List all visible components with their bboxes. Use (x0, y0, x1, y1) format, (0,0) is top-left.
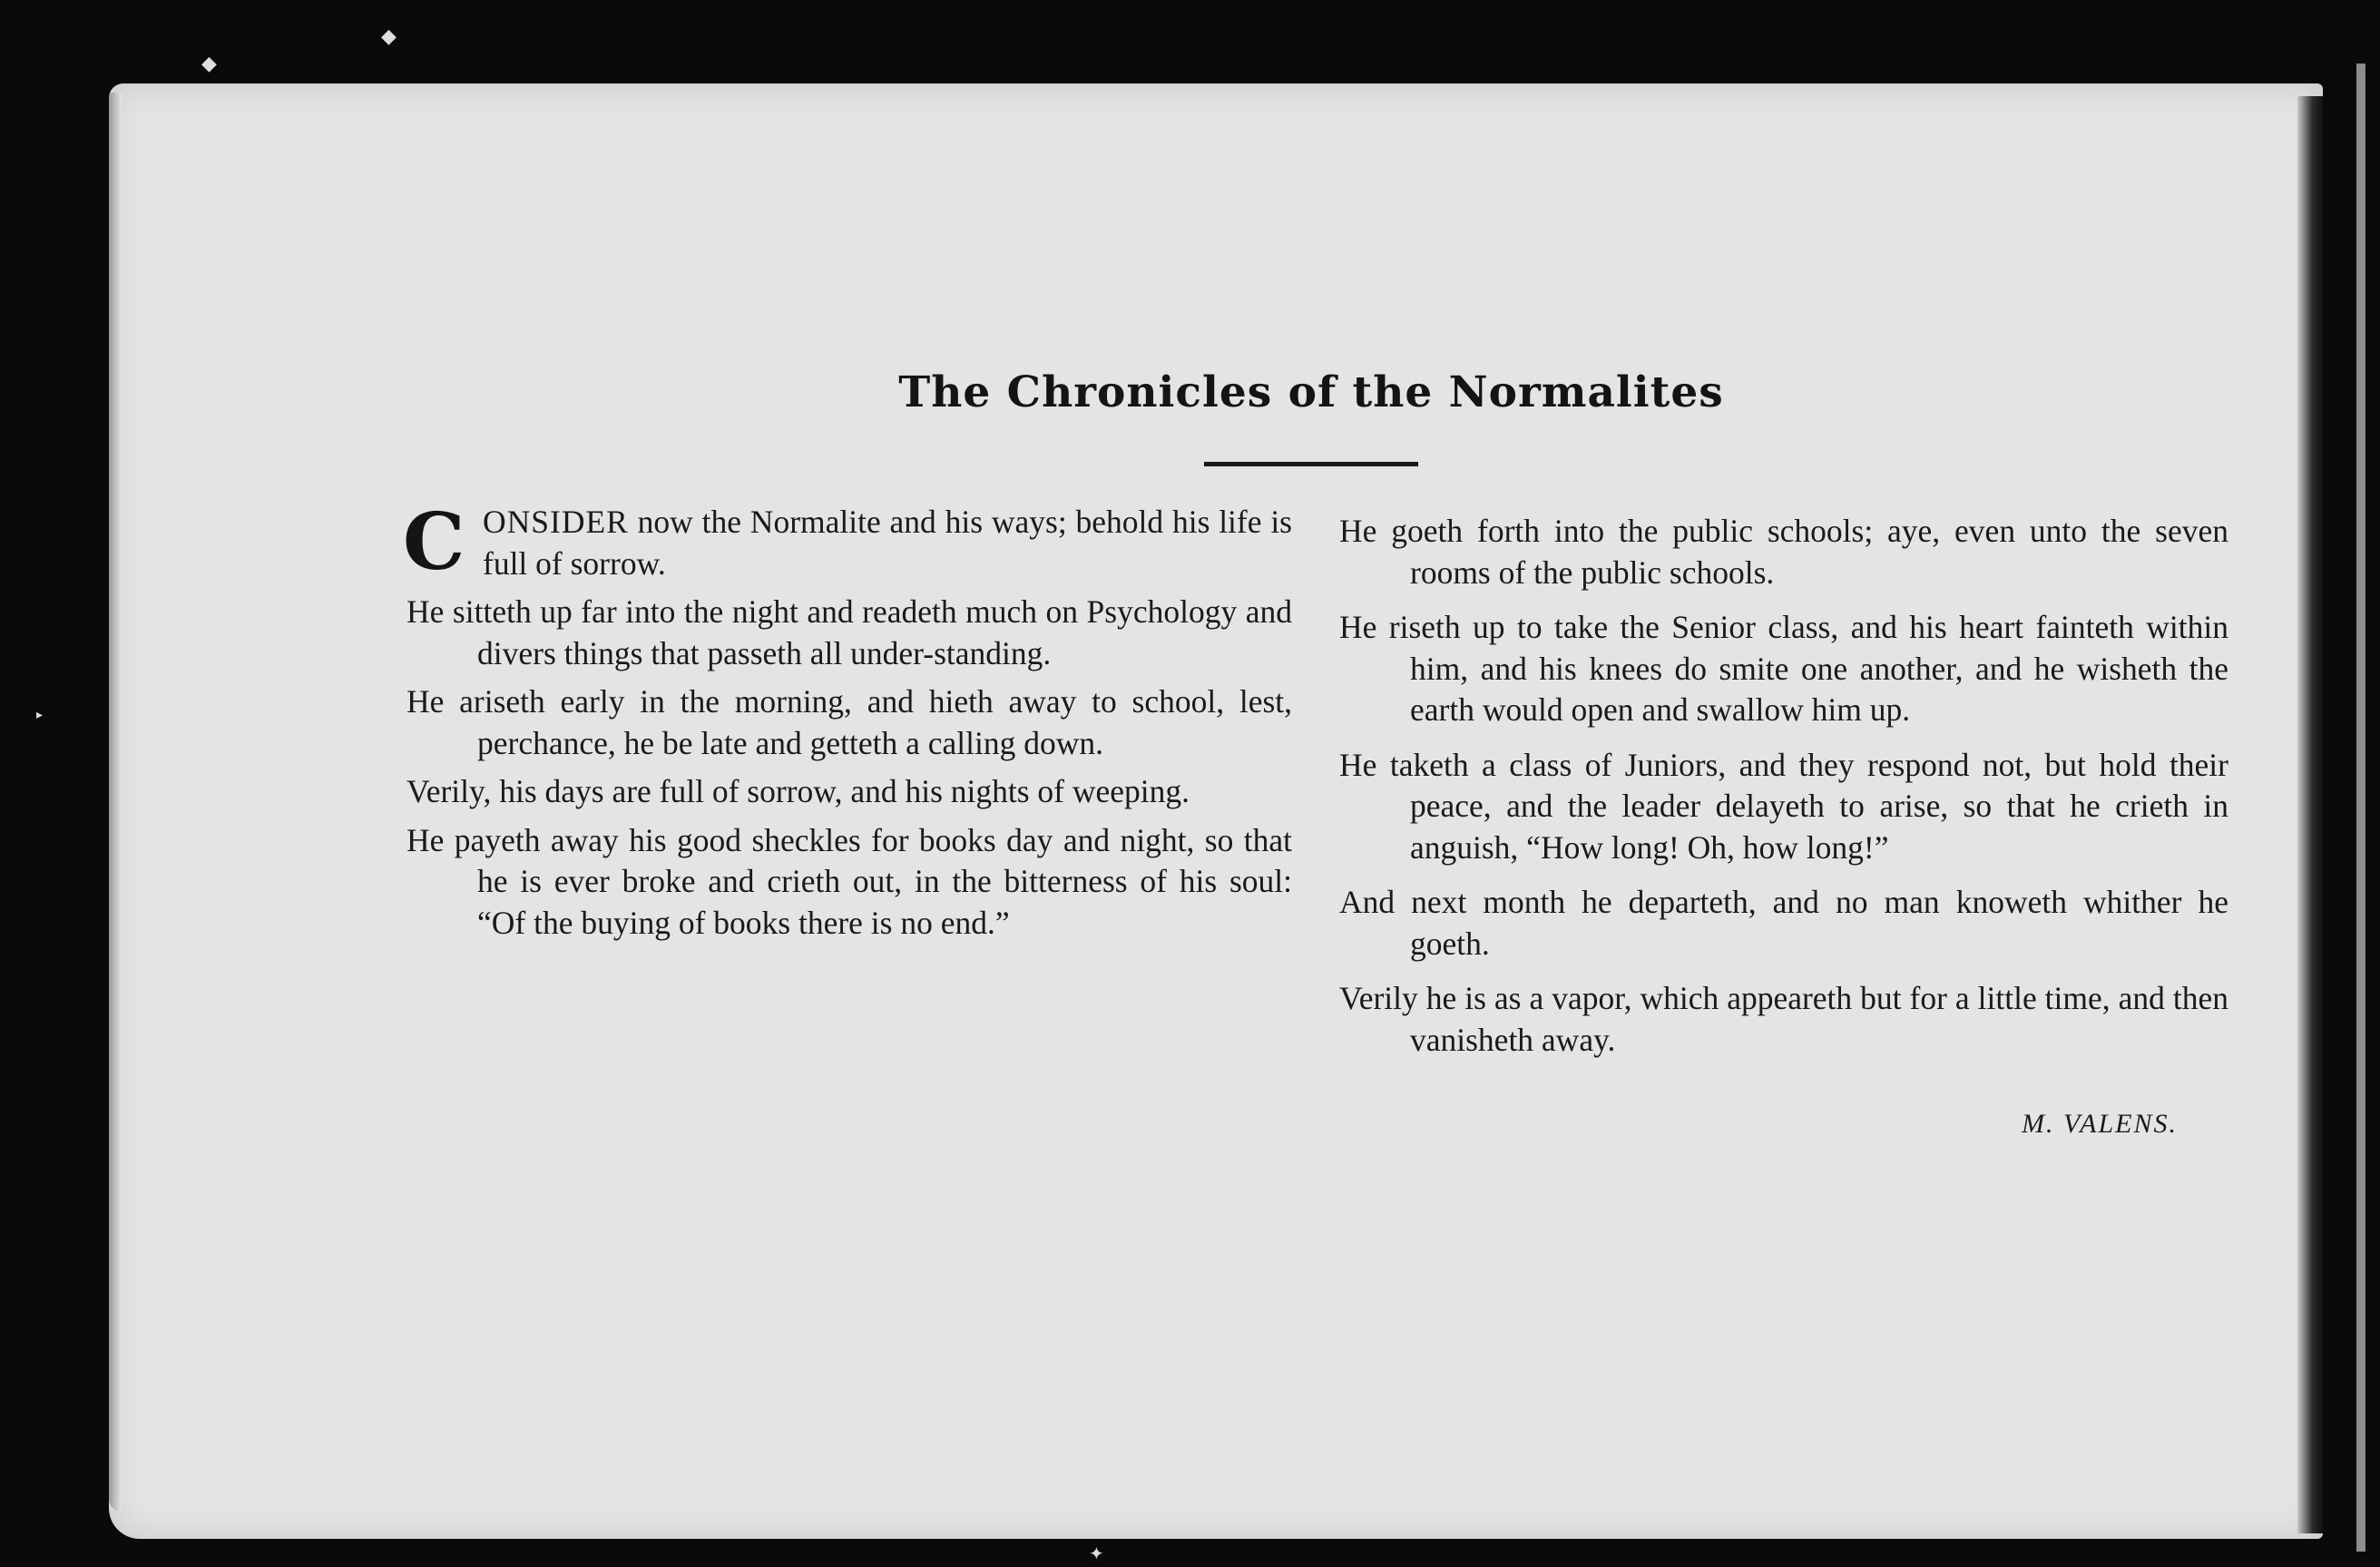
drop-cap: C (403, 496, 465, 588)
verse: He riseth up to take the Senior class, and his heart fainteth within him, and his knees do smite one another, and he wisheth the earth would open and swallow him up. (1339, 609, 2228, 728)
right-column (1339, 511, 2228, 1074)
verse: And next month he departeth, and no man knoweth whither he goeth. (1339, 884, 2228, 962)
verse: He goeth forth into the public schools; aye, even unto the seven rooms of the public schools. (1339, 513, 2228, 591)
scan-speck-icon: ◆ (201, 53, 217, 75)
verse: Verily, his days are full of sorrow, and his nights of weeping. (406, 773, 1190, 809)
author-signature: M. VALENS. (2022, 1109, 2178, 1139)
verse: He payeth away his good sheckles for books day and night, so that he is ever broke and crieth out, in the bitterness of his soul: “Of the buying of books there is no end.” (406, 821, 1292, 941)
verse: He ariseth early in the morning, and hieth away to school, lest, perchance, he be late and getteth a calling down. (406, 683, 1292, 761)
opening-smallcaps: ONSIDER (483, 504, 629, 540)
left-column (403, 496, 1292, 951)
page-right-fold (2297, 96, 2323, 1533)
scan-speck-icon: ✦ (1089, 1543, 1104, 1564)
book-spine-strip (2356, 64, 2365, 1552)
verse: He sitteth up far into the night and readeth much on Psychology and divers things that passeth all under-standing. (406, 593, 1292, 671)
verse: Verily he is as a vapor, which appeareth but for a little time, and then vanisheth away. (1339, 980, 2228, 1058)
verse-opening (403, 496, 1292, 588)
title-rule (1204, 462, 1418, 466)
scan-speck-icon: ◆ (381, 25, 397, 48)
verse: He taketh a class of Juniors, and they respond not, but hold their peace, and the leader delayeth to arise, so that he crieth in anguish, “How long! Oh, how long!” (1339, 746, 2228, 866)
page-title: The Chronicles of the Normalites (898, 367, 1724, 417)
page-left-edge (109, 93, 122, 1512)
opening-text: now the Normalite and his ways; behold his life is full of sorrow. (483, 504, 1292, 582)
scan-speck-icon: ▸ (36, 708, 44, 722)
